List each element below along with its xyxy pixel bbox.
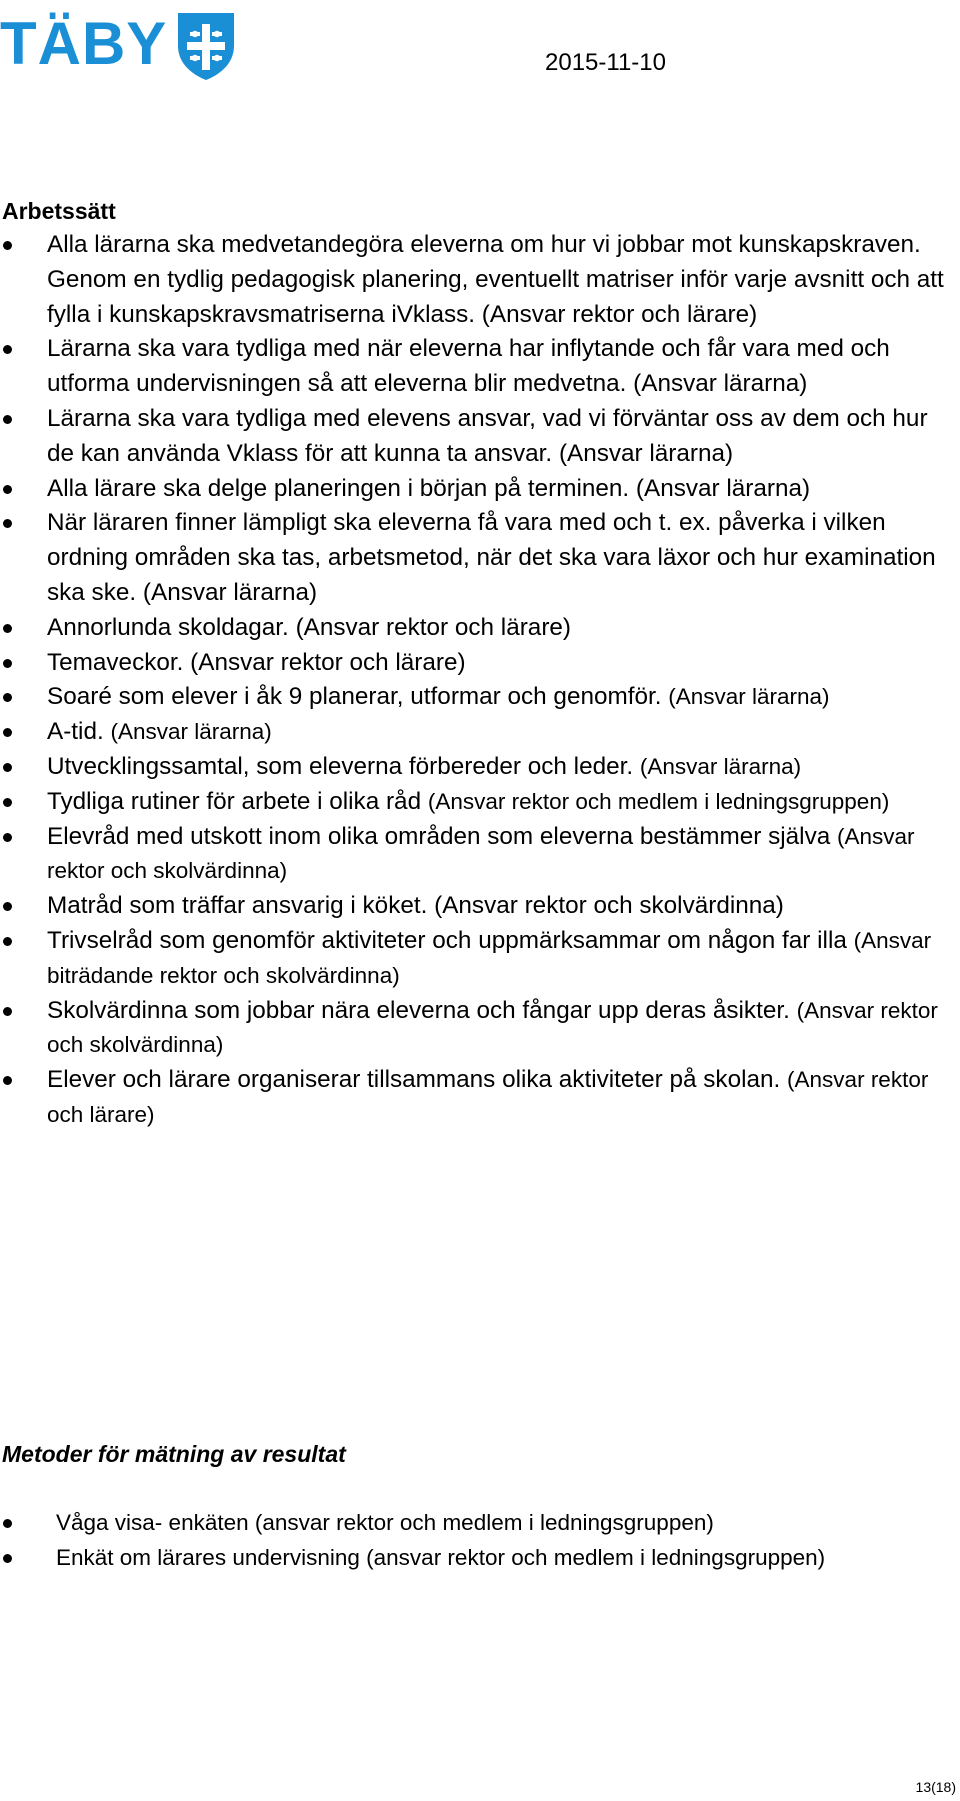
item-text: Utvecklingssamtal, som eleverna förbereder och leder.	[47, 752, 634, 780]
logo-text: TÄBY	[0, 10, 168, 77]
list-item	[0, 715, 960, 750]
section-heading-metoder: Metoder för mätning av resultat	[2, 1441, 346, 1467]
list-item	[0, 402, 960, 472]
taby-shield-icon	[175, 10, 237, 82]
list-item	[0, 1506, 960, 1541]
list-item	[0, 228, 960, 332]
item-responsibility: (Ansvar lärarna)	[633, 370, 808, 398]
item-text: Elevråd med utskott inom olika områden som eleverna bestämmer själva	[47, 822, 831, 850]
item-responsibility: (Ansvar lärarna)	[635, 474, 811, 502]
bullet-icon	[3, 902, 12, 911]
item-responsibility: (Ansvar lärarna)	[639, 753, 802, 779]
item-text: Trivselråd som genomför aktiviteter och uppmärksammar om någon far illa	[47, 926, 847, 954]
item-responsibility: (Ansvar lärarna)	[142, 578, 318, 606]
item-text: Matråd som träffar ansvarig i köket.	[47, 892, 428, 920]
bullet-icon	[3, 624, 12, 633]
list-item	[0, 611, 960, 646]
bullet-icon	[3, 1076, 12, 1085]
bullet-icon	[3, 1007, 12, 1016]
item-responsibility: (Ansvar rektor och medlem i ledningsgruppen)	[427, 788, 890, 814]
list-item	[0, 785, 960, 820]
bullet-icon	[3, 1519, 12, 1528]
list-item	[0, 994, 960, 1064]
list-item	[0, 472, 960, 507]
page-number: 13(18)	[915, 1779, 956, 1795]
item-responsibility: (Ansvar rektor och lärare)	[481, 300, 758, 328]
list-item	[0, 1063, 960, 1133]
item-text: A-tid.	[47, 718, 104, 746]
item-text: Temaveckor.	[47, 648, 184, 676]
item-responsibility: (Ansvar lärarna)	[558, 439, 734, 467]
section-heading-arbetssatt: Arbetssätt	[2, 198, 116, 224]
item-responsibility: (Ansvar rektor och lärare)	[295, 613, 572, 641]
bullet-icon	[3, 728, 12, 737]
item-responsibility: (Ansvar biträdande rektor och skolvärdinna)	[47, 927, 932, 988]
document-date: 2015-11-10	[545, 49, 666, 76]
item-responsibility: (Ansvar lärarna)	[668, 684, 830, 710]
arbetssatt-list	[0, 228, 960, 1133]
bullet-icon	[3, 659, 12, 668]
list-item	[0, 646, 960, 681]
item-text: Lärarna ska vara tydliga med när eleverna har inflytande och får vara med och utforma undervisningen så att eleverna blir medvetna.	[47, 335, 890, 398]
item-text: Alla lärarna ska medvetandegöra eleverna om hur vi jobbar mot kunskapskraven. Genom en tydlig pedagogisk planering, eventuellt matriser inför varje avsnitt och att fylla i kunskapskravsmatriserna iVklass.	[47, 231, 944, 328]
item-text: Annorlunda skoldagar.	[47, 613, 289, 641]
item-responsibility: (Ansvar rektor och skolvärdinna)	[47, 823, 915, 884]
bullet-icon	[3, 693, 12, 702]
item-text: Soaré som elever i åk 9 planerar, utformar och genomför.	[47, 683, 662, 711]
list-item	[0, 680, 960, 715]
item-text: När läraren finner lämpligt ska eleverna få vara med och t. ex. påverka i vilken ordning områden ska tas, arbetsmetod, när det ska vara läxor och hur examination ska ske.	[47, 509, 936, 606]
metoder-list	[0, 1506, 960, 1575]
item-responsibility: (Ansvar rektor och lärare)	[190, 648, 466, 676]
list-item	[0, 820, 960, 890]
bullet-icon	[3, 937, 12, 946]
bullet-icon	[3, 241, 12, 250]
item-text: Lärarna ska vara tydliga med elevens ansvar, vad vi förväntar oss av dem och hur de kan använda Vklass för att kunna ta ansvar.	[47, 404, 928, 467]
bullet-icon	[3, 833, 12, 842]
bullet-icon	[3, 345, 12, 354]
bullet-icon	[3, 415, 12, 424]
item-text: Skolvärdinna som jobbar nära eleverna och fångar upp deras åsikter.	[47, 996, 790, 1024]
taby-logo	[0, 6, 237, 86]
item-text: Elever och lärare organiserar tillsammans olika aktiviteter på skolan.	[47, 1066, 781, 1094]
item-text: Enkät om lärares undervisning (ansvar rektor och medlem i ledningsgruppen)	[56, 1544, 826, 1570]
item-text: Alla lärare ska delge planeringen i början på terminen.	[47, 474, 630, 502]
bullet-icon	[3, 1554, 12, 1563]
bullet-icon	[3, 519, 12, 528]
bullet-icon	[3, 763, 12, 772]
item-responsibility: (Ansvar rektor och lärare)	[47, 1067, 929, 1127]
list-item	[0, 506, 960, 610]
item-text: Tydliga rutiner för arbete i olika råd	[47, 787, 422, 815]
item-text: Våga visa- enkäten (ansvar rektor och medlem i ledningsgruppen)	[56, 1510, 714, 1535]
list-item	[0, 750, 960, 785]
item-responsibility: (Ansvar rektor och skolvärdinna)	[434, 892, 784, 920]
bullet-icon	[3, 485, 12, 494]
bullet-icon	[3, 798, 12, 807]
list-item	[0, 889, 960, 924]
list-item	[0, 332, 960, 402]
item-responsibility: (Ansvar lärarna)	[110, 719, 272, 745]
list-item	[0, 1541, 960, 1576]
list-item	[0, 924, 960, 994]
item-responsibility: (Ansvar rektor och skolvärdinna)	[47, 997, 938, 1058]
